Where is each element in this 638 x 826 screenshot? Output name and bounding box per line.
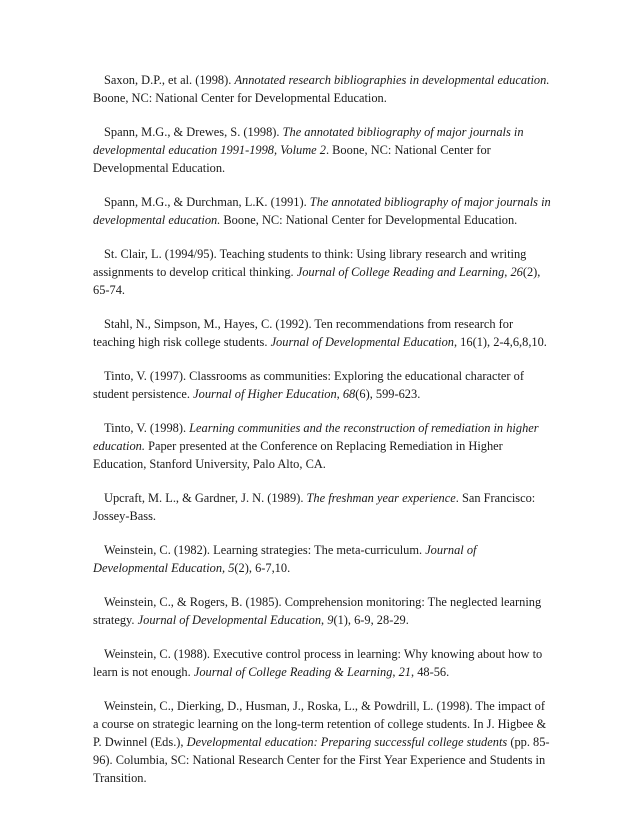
reference-entry [93, 541, 551, 577]
reference-text-segment: Weinstein, C. (1982). Learning strategies: The meta-curriculum. [104, 543, 426, 557]
reference-title-segment: Journal of Developmental Education [270, 335, 454, 349]
reference-text-segment: Spann, M.G., & Durchman, L.K. (1991). [104, 195, 310, 209]
reference-text-segment: , [321, 613, 328, 627]
reference-entry [93, 245, 551, 299]
reference-entry [93, 123, 551, 177]
reference-text-segment: Weinstein, C. (1988). Executive control process in learning: Why knowing about how to learn is not enough. [93, 647, 543, 679]
reference-text-segment: Boone, NC: National Center for Developmental Education. [220, 213, 518, 227]
reference-text-segment: Tinto, V. (1997). Classrooms as communities: Exploring the educational character of student persistence. [93, 369, 524, 401]
reference-title-segment: Learning communities and the reconstruction of remediation in higher education. [93, 421, 539, 453]
reference-text-segment: Stahl, N., Simpson, M., Hayes, C. (1992). Ten recommendations from research for teaching high risk college students. [93, 317, 514, 349]
reference-list [93, 71, 551, 803]
reference-text-segment: (pp. 85-96). Columbia, SC: National Research Center for the First Year Experience and Students in Transition. [93, 735, 550, 785]
reference-title-segment: Journal of Developmental Education, 5 [93, 543, 477, 575]
reference-title-segment: 21 [398, 665, 411, 679]
reference-text-segment: Paper presented at the Conference on Replacing Remediation in Higher Education, Stanford University, Palo Alto, CA. [93, 439, 503, 471]
reference-text-segment: Weinstein, C., Dierking, D., Husman, J., Roska, L., & Powdrill, L. (1998). The impact of a course on strategic learning on the long-term retention of college students. In J. Higbee & P. Dwinnel (Eds.), [93, 699, 547, 749]
reference-title-segment: 26 [510, 265, 523, 279]
reference-text-segment: , [392, 665, 399, 679]
reference-title-segment: The freshman year experience [306, 491, 456, 505]
reference-entry [93, 193, 551, 229]
reference-entry [93, 367, 551, 403]
reference-text-segment: (2), 6-7,10. [234, 561, 291, 575]
reference-entry [93, 645, 551, 681]
reference-text-segment: . Boone, NC: National Center for Developmental Education. [93, 143, 491, 175]
reference-title-segment: Journal of Higher Education, 68 [193, 387, 356, 401]
reference-text-segment: St. Clair, L. (1994/95). Teaching students to think: Using library research and writing assignments to develop critical thinking. [93, 247, 527, 279]
reference-text-segment: (1), 6-9, 28-29. [333, 613, 409, 627]
reference-text-segment: , 16(1), 2-4,6,8,10. [453, 335, 547, 349]
reference-title-segment: Journal of College Reading & Learning [193, 665, 393, 679]
reference-text-segment: (6), 599-623. [355, 387, 421, 401]
reference-entry [93, 315, 551, 351]
reference-entry [93, 593, 551, 629]
reference-entry [93, 489, 551, 525]
reference-text-segment: , [504, 265, 511, 279]
reference-title-segment: The annotated bibliography of major journals in developmental education 1991-1998, Volume 2 [93, 125, 524, 157]
reference-text-segment: Boone, NC: National Center for Developmental Education. [93, 91, 387, 105]
reference-title-segment: Developmental education: Preparing successful college students [186, 735, 508, 749]
reference-text-segment: Upcraft, M. L., & Gardner, J. N. (1989). [104, 491, 307, 505]
reference-text-segment: Spann, M.G., & Drewes, S. (1998). [104, 125, 283, 139]
reference-text-segment: Weinstein, C., & Rogers, B. (1985). Comprehension monitoring: The neglected learning strategy. [93, 595, 542, 627]
reference-entry [93, 697, 551, 787]
reference-title-segment: Journal of College Reading and Learning [296, 265, 505, 279]
reference-text-segment: Saxon, D.P., et al. (1998). [104, 73, 235, 87]
reference-title-segment: Annotated research bibliographies in developmental education. [234, 73, 550, 87]
reference-title-segment: The annotated bibliography of major journals in developmental education. [93, 195, 551, 227]
reference-text-segment: . San Francisco: Jossey-Bass. [93, 491, 536, 523]
reference-text-segment: (2), 65-74. [93, 265, 541, 297]
reference-title-segment: Journal of Developmental Education [137, 613, 322, 627]
reference-text-segment: , 48-56. [411, 665, 450, 679]
reference-entry [93, 419, 551, 473]
reference-entry [93, 71, 551, 107]
reference-text-segment: Tinto, V. (1998). [104, 421, 190, 435]
reference-title-segment: 9 [327, 613, 334, 627]
